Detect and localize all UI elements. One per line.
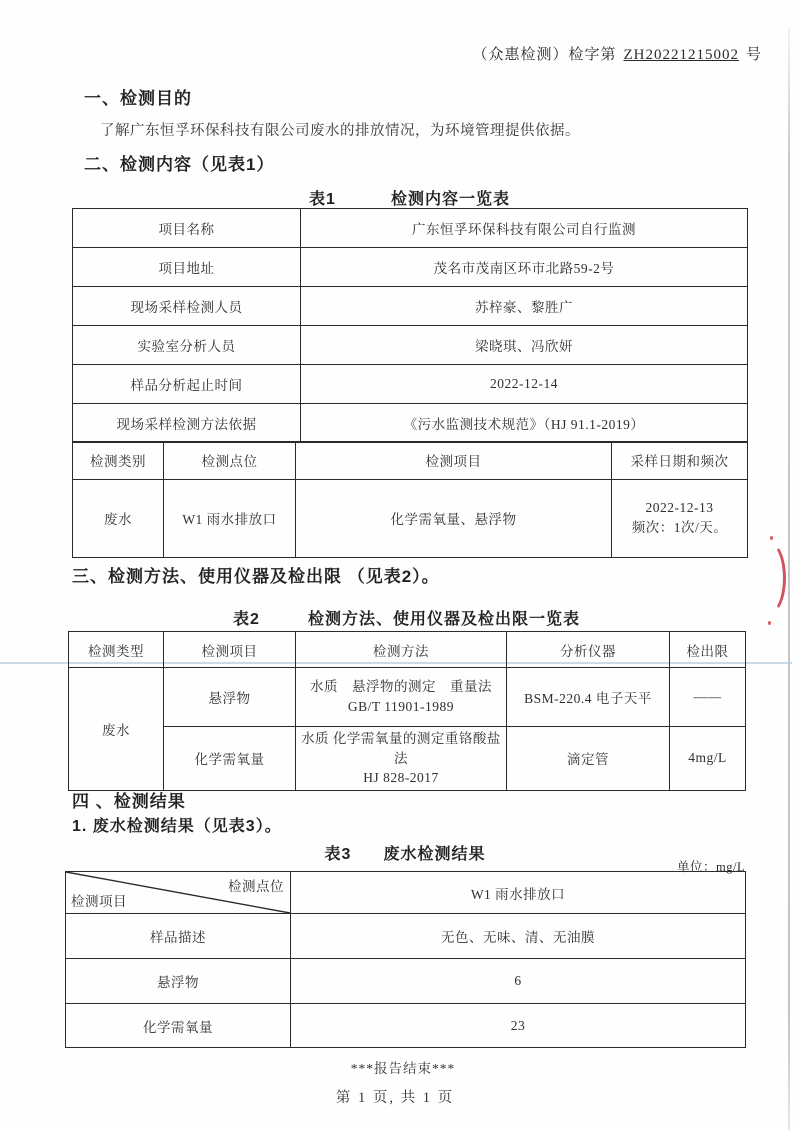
table1-header-cell: 检测点位 bbox=[164, 441, 296, 479]
table2-caption bbox=[68, 606, 745, 629]
section-4-subtitle: 1. 废水检测结果（见表3）。 bbox=[72, 818, 282, 835]
unit-label: 单位：mg/L bbox=[677, 860, 746, 874]
method-standard: HJ 828-2017 bbox=[363, 770, 439, 786]
table1-label: 现场采样检测人员 bbox=[73, 287, 301, 326]
table2-limit: 4mg/L bbox=[670, 727, 746, 791]
table1-label: 实验室分析人员 bbox=[73, 326, 301, 365]
table3-row-value: 无色、无味、清、无油膜 bbox=[291, 914, 746, 959]
page-number: 第 1 页, 共 1 页 bbox=[335, 1090, 455, 1106]
table2-item: 悬浮物 bbox=[164, 668, 296, 727]
diagonal-label-point: 检测点位 bbox=[228, 879, 284, 894]
report-end-mark: ***报告结束*** bbox=[350, 1061, 456, 1076]
table3-caption-no: 表3 bbox=[324, 846, 352, 863]
table1-value: 苏梓豪、黎胜广 bbox=[301, 287, 748, 326]
method-standard: GB/T 11901-1989 bbox=[347, 699, 455, 714]
table1-label: 项目地址 bbox=[73, 248, 301, 287]
table1-caption bbox=[72, 186, 747, 209]
table1-data-type: 废水 bbox=[73, 479, 164, 557]
table2-method bbox=[296, 668, 507, 727]
table-row bbox=[73, 326, 748, 365]
report-number-prefix: （众惠检测）检字第 bbox=[472, 47, 617, 63]
table1-value: 2022-12-14 bbox=[301, 365, 748, 404]
table-row bbox=[73, 365, 748, 404]
table-row bbox=[73, 209, 748, 248]
table1-caption-no: 表1 bbox=[309, 191, 336, 208]
report-number-suffix: 号 bbox=[745, 47, 762, 63]
table2-header-cell: 检测项目 bbox=[164, 632, 296, 668]
table2-method bbox=[296, 727, 507, 791]
table-header-row bbox=[73, 441, 748, 479]
table1-label: 项目名称 bbox=[73, 209, 301, 248]
table2-type-cell: 废水 bbox=[69, 668, 164, 791]
table1-value: 广东恒孚环保科技有限公司自行监测 bbox=[301, 209, 748, 248]
table2-limit: —— bbox=[670, 668, 746, 727]
report-number-line bbox=[472, 43, 762, 64]
table-row bbox=[69, 668, 746, 727]
table-row bbox=[73, 287, 748, 326]
table2-instrument: 滴定管 bbox=[507, 727, 670, 791]
table2-header-cell: 分析仪器 bbox=[507, 632, 670, 668]
table2-instrument: BSM-220.4 电子天平 bbox=[507, 668, 670, 727]
table2-caption-title: 检测方法、使用仪器及检出限一览表 bbox=[307, 611, 580, 628]
table1-header-cell: 采样日期和频次 bbox=[612, 441, 748, 479]
table-header-row bbox=[66, 872, 746, 914]
table-row bbox=[73, 479, 748, 557]
table1-header-cell: 检测类别 bbox=[73, 441, 164, 479]
sampling-date: 2022-12-13 bbox=[645, 500, 714, 516]
table1-value: 梁晓琪、冯欣妍 bbox=[301, 326, 748, 365]
method-name: 水质 悬浮物的测定 重量法 bbox=[310, 679, 492, 695]
section-4-title: 四 、检测结果 bbox=[72, 792, 186, 811]
page-edge-shadow bbox=[788, 28, 790, 1130]
table1-label: 现场采样检测方法依据 bbox=[73, 404, 301, 443]
table-row bbox=[73, 248, 748, 287]
section-2-title: 二、检测内容（见表1） bbox=[84, 155, 275, 174]
table2-header-cell: 检测类型 bbox=[69, 632, 164, 668]
table2-methods bbox=[68, 631, 746, 791]
table3-caption-title: 废水检测结果 bbox=[383, 846, 486, 863]
diagonal-label-item: 检测项目 bbox=[71, 894, 127, 909]
red-ink-dot bbox=[770, 536, 773, 540]
table3-column-header: W1 雨水排放口 bbox=[291, 872, 746, 914]
section-3-title: 三、检测方法、使用仪器及检出限 （见表2）。 bbox=[72, 567, 440, 586]
sampling-frequency: 频次：1次/天。 bbox=[631, 520, 728, 535]
table1-info bbox=[72, 208, 748, 443]
table1-monitoring bbox=[72, 441, 748, 558]
table3-results bbox=[65, 871, 746, 1048]
table3-row-value: 23 bbox=[291, 1004, 746, 1048]
table2-item: 化学需氧量 bbox=[164, 727, 296, 791]
red-stamp-arc-mark bbox=[752, 541, 786, 615]
table3-row-label: 化学需氧量 bbox=[66, 1004, 291, 1048]
red-ink-dot bbox=[768, 621, 771, 625]
table3-row-label: 样品描述 bbox=[66, 914, 291, 959]
table2-header-cell: 检测方法 bbox=[296, 632, 507, 668]
method-name: 水质 化学需氧量的测定重铬酸盐法 bbox=[301, 731, 501, 766]
table3-row-label: 悬浮物 bbox=[66, 959, 291, 1004]
report-number-code: ZH20221215002 bbox=[623, 47, 739, 63]
section-1-body: 了解广东恒孚环保科技有限公司废水的排放情况，为环境管理提供依据。 bbox=[100, 123, 580, 139]
table1-caption-title: 检测内容一览表 bbox=[390, 191, 510, 208]
table-row bbox=[66, 959, 746, 1004]
table-row bbox=[66, 914, 746, 959]
table1-value: 《污水监测技术规范》（HJ 91.1-2019） bbox=[301, 404, 748, 443]
table-row bbox=[69, 727, 746, 791]
table1-header-cell: 检测项目 bbox=[296, 441, 612, 479]
table-row bbox=[66, 1004, 746, 1048]
section-1-title: 一、检测目的 bbox=[84, 89, 192, 108]
table1-label: 样品分析起止时间 bbox=[73, 365, 301, 404]
table1-data-point: W1 雨水排放口 bbox=[164, 479, 296, 557]
table3-diagonal-header-cell bbox=[66, 872, 291, 914]
table1-data-date bbox=[612, 479, 748, 557]
table2-caption-no: 表2 bbox=[233, 611, 260, 628]
table1-data-items: 化学需氧量、悬浮物 bbox=[296, 479, 612, 557]
table2-header-cell: 检出限 bbox=[670, 632, 746, 668]
table-row bbox=[73, 404, 748, 443]
table3-row-value: 6 bbox=[291, 959, 746, 1004]
table1-value: 茂名市茂南区环市北路59-2号 bbox=[301, 248, 748, 287]
table3-caption bbox=[65, 841, 745, 864]
table-header-row bbox=[69, 632, 746, 668]
